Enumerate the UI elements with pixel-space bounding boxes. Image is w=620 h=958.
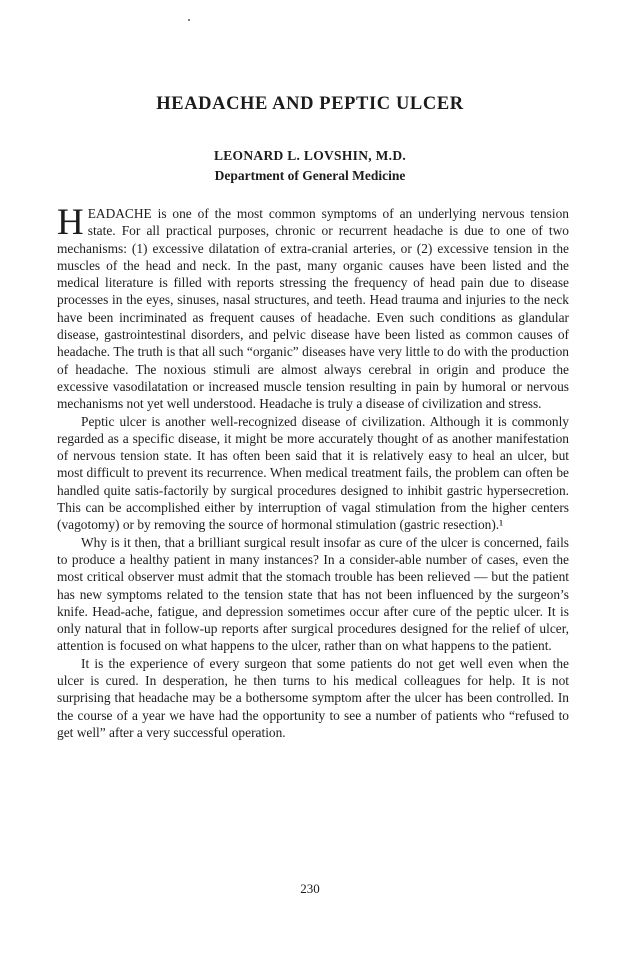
page-number: 230 (300, 881, 320, 896)
author-department: Department of General Medicine (214, 168, 406, 183)
paragraph-1 (57, 202, 569, 413)
print-speck (188, 19, 190, 21)
drop-cap: H (57, 202, 84, 243)
paragraph-4: It is the experience of every surgeon that some patients do not get well even when the ulcer is cured. In desperation, he then turns to his medical colleagues for help. It is not surprising that headache may be a bothersome symptom after the ulcer has been controlled. In the course of a year we have had the opportunity to see a number of patients who “refused to get well” after a very successful operation. (57, 655, 569, 740)
paragraph-3: Why is it then, that a brilliant surgical result insofar as cure of the ulcer is concerned, fails to produce a healthy patient in many instances? In a consider-able number of cases, even the most critical observer must admit that the stomach trouble has been relieved — but the patient has new symptoms related to the tension state that has not been influenced by the surgeon’s knife. Head-ache, fatigue, and depression sometimes occur after cure of the peptic ulcer. It is only natural that in follow-up reports after surgical procedures designed for the relief of ulcer, attention is focused on what happens to the ulcer, rather than on what happens to the patient. (57, 534, 569, 654)
paragraph-1-text: EADACHE is one of the most common symptoms of an underlying nervous tension state. For all practical purposes, chronic or recurrent headache is due to one of two mechanisms: (1) excessive dilatation of extra-cranial arteries, or (2) excessive tension in the muscles of the head and neck. In the past, many organic causes have been listed and the medical literature is filled with reports stressing the frequency of head pain due to disease processes in the eyes, sinuses, nasal structures, and teeth. Head trauma and injuries to the neck have been incriminated as frequent causes of headache. Even such conditions as glandular disease, gastrointestinal disorders, and pelvic disease have been listed as common causes of headache. The truth is that all such “organic” diseases have very little to do with the production of headache. The noxious stimuli are almost always cerebral in origin and produce the excessive vasodilatation or increased muscle tension resulting in pain by humoral or nervous mechanisms not yet well understood. Headache is truly a disease of civilization and stress. (57, 206, 569, 412)
article-author: LEONARD L. LOVSHIN, M.D. (213, 148, 407, 163)
article-body (57, 202, 569, 741)
paragraph-2: Peptic ulcer is another well-recognized disease of civilization. Although it is commonly regarded as a specific disease, it might be more accurately thought of as another manifestation of nervous tension state. It has often been said that it is relatively easy to heal an ulcer, but most difficult to prevent its recurrence. When medical treatment fails, the problem can often be handled quite satis-factorily by surgical procedures designed to inhibit gastric hypersecretion. This can be accomplished either by interruption of vagal stimulation from the higher centers (vagotomy) or by removing the source of hormonal stimulation (gastric resection).¹ (57, 413, 569, 533)
article-title: HEADACHE AND PEPTIC ULCER (156, 94, 464, 114)
